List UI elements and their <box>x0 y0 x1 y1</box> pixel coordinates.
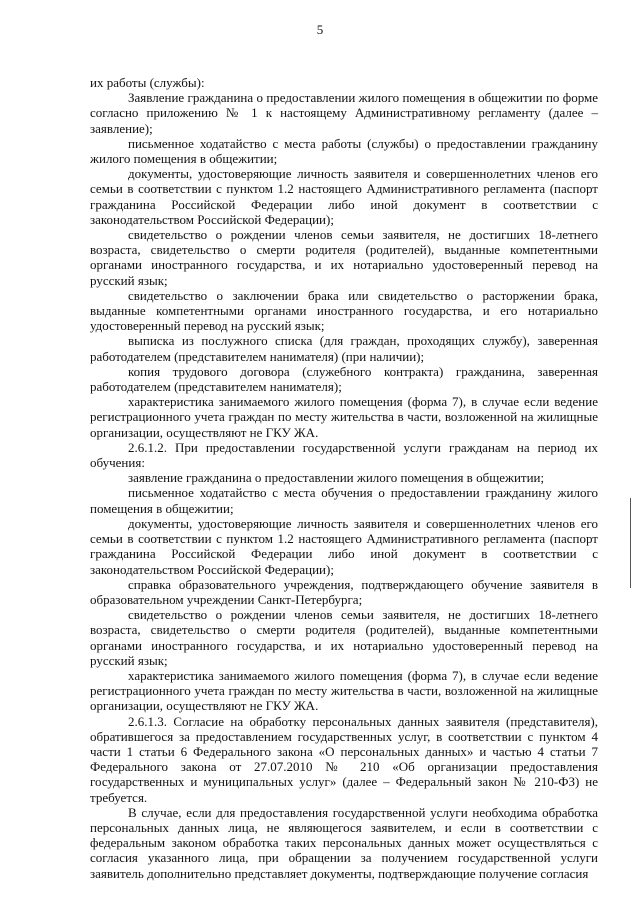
paragraph: свидетельство о рождении членов семьи заявителя, не достигших 18-летнего возраста, свидетельство о смерти родителя (родителей), выданные компетентными органами иностранного государства, и их нотариально удостоверенный перевод на русский язык; <box>90 227 598 288</box>
paragraph: 2.6.1.3. Согласие на обработку персональных данных заявителя (представителя), обратившегося за предоставлением государственных услуг, в соответствии с пунктом 4 части 1 статьи 6 Федерального закона «О персональных данных» и частью 4 статьи 7 Федерального закона от 27.07.2010 № 210 «Об организации предоставления государственных и муниципальных услуг» (далее – Федеральный закон № 210-ФЗ) не требуется. <box>90 713 598 805</box>
paragraph: письменное ходатайство с места обучения о предоставлении гражданину жилого помещения в общежитии; <box>90 485 598 516</box>
paragraph: выписка из послужного списка (для граждан, проходящих службу), заверенная работодателем (представителем нанимателя) (при наличии); <box>90 333 598 364</box>
page-number: 5 <box>316 22 324 37</box>
document-body <box>90 75 598 881</box>
paragraph: справка образовательного учреждения, подтверждающего обучение заявителя в образовательном учреждении Санкт-Петербурга; <box>90 576 598 607</box>
paragraph: их работы (службы): <box>90 75 205 90</box>
paragraph: характеристика занимаемого жилого помещения (форма 7), в случае если ведение регистрационного учета граждан по месту жительства в части, возложенной на жилищные организации, осуществляют не ГКУ ЖА. <box>90 667 598 714</box>
paragraph: характеристика занимаемого жилого помещения (форма 7), в случае если ведение регистрационного учета граждан по месту жительства в части, возложенной на жилищные организации, осуществляют не ГКУ ЖА. <box>90 394 598 440</box>
paragraph: В случае, если для предоставления государственной услуги необходима обработка персональных данных лица, не являющегося заявителем, и если в соответствии с федеральным законом обработка таких персональных данных может осуществляться с согласия указанного лица, при обращении за получением государственной услуги заявитель дополнительно представляет документы, подтверждающие получение согласия <box>90 804 598 881</box>
paragraph: документы, удостоверяющие личность заявителя и совершеннолетних членов его семьи в соответствии с пунктом 1.2 настоящего Административного регламента (паспорт гражданина Российской Федерации либо иной документ в соответствии с законодательством Российской Федерации); <box>90 166 598 227</box>
paragraph: Заявление гражданина о предоставлении жилого помещения в общежитии по форме согласно приложению № 1 к настоящему Административному регламенту (далее – заявление); <box>90 90 598 136</box>
paragraph: копия трудового договора (служебного контракта) гражданина, заверенная работодателем (представителем нанимателя); <box>90 363 598 395</box>
paragraph: заявление гражданина о предоставлении жилого помещения в общежитии; <box>128 470 545 486</box>
paragraph: 2.6.1.2. При предоставлении государственной услуги гражданам на период их обучения: <box>90 439 598 471</box>
paragraph: свидетельство о заключении брака или свидетельство о расторжении брака, выданные компетентными органами иностранного государства, и его нотариально удостоверенный перевод на русский язык; <box>90 287 598 334</box>
paragraph: документы, удостоверяющие личность заявителя и совершеннолетних членов его семьи в соответствии с пунктом 1.2 настоящего Административного регламента (паспорт гражданина Российской Федерации либо иной документ в соответствии с законодательством Российской Федерации); <box>90 515 598 577</box>
paragraph: письменное ходатайство с места работы (службы) о предоставлении гражданину жилого помещения в общежитии; <box>90 135 598 167</box>
paragraph: свидетельство о рождении членов семьи заявителя, не достигших 18-летнего возраста, свидетельство о смерти родителя (родителей), выданные компетентными органами иностранного государства, и их нотариально удостоверенный перевод на русский язык; <box>90 607 598 668</box>
scan-edge-mark <box>630 498 631 588</box>
